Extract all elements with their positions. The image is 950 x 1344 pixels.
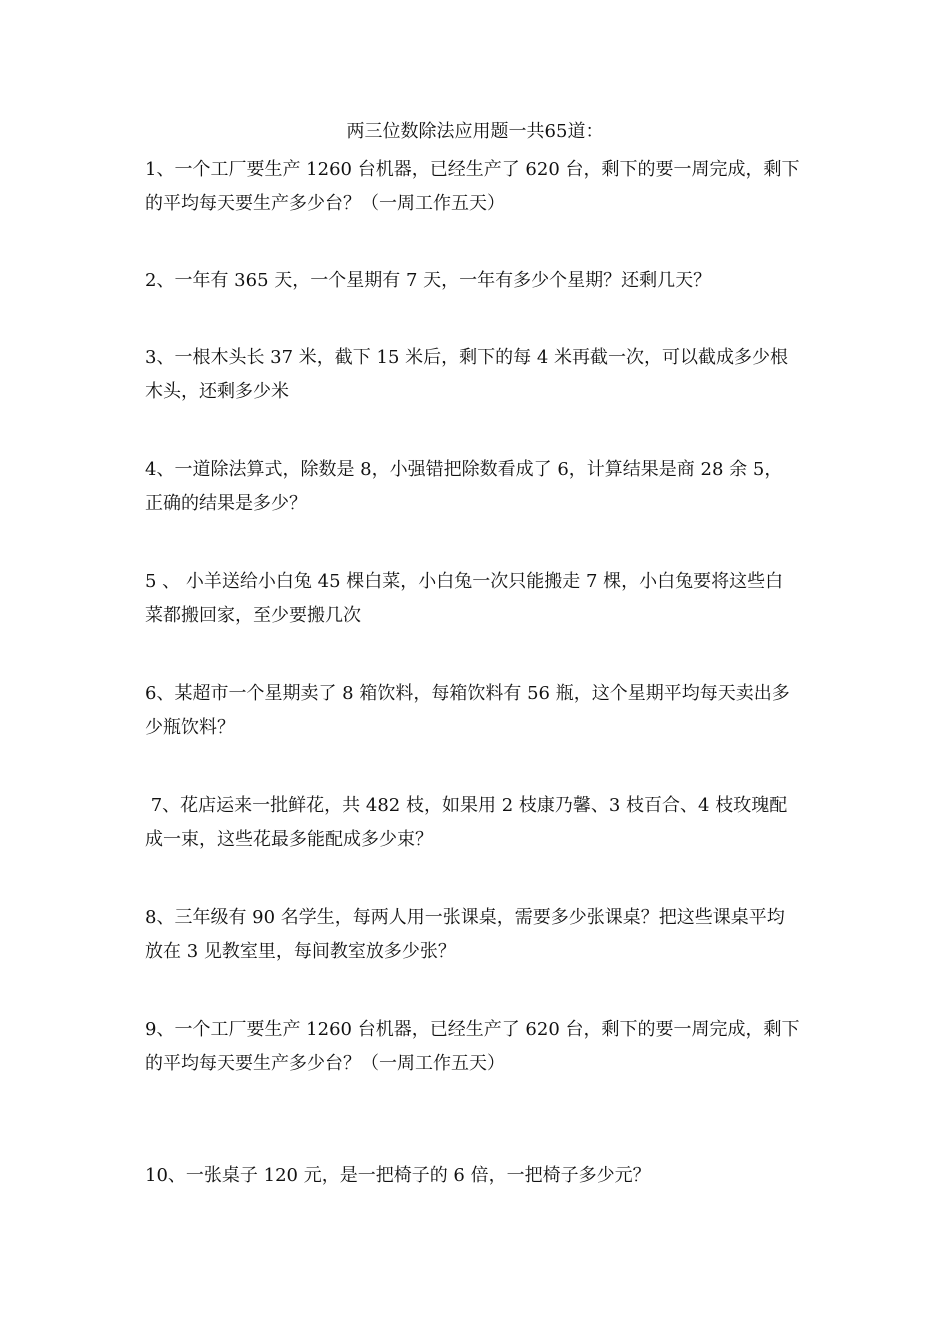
question-line: 少瓶饮料？ — [145, 717, 235, 738]
question-2 — [145, 264, 815, 298]
question-3 — [145, 341, 815, 409]
question-line: 放在 3 见教室里，每间教室放多少张？ — [145, 941, 456, 962]
question-line: 9、一个工厂要生产 1260 台机器，已经生产了 620 台，剩下的要一周完成，剩下 — [145, 1019, 800, 1040]
question-line: 菜都搬回家，至少要搬几次 — [145, 605, 361, 626]
question-line: 5 、 小羊送给小白兔 45 棵白菜，小白兔一次只能搬走 7 棵，小白兔要将这些白 — [145, 571, 784, 592]
question-7 — [145, 789, 815, 857]
question-10 — [145, 1159, 815, 1193]
question-line: 正确的结果是多少？ — [145, 493, 307, 514]
question-line: 3、一根木头长 37 米，截下 15 米后，剩下的每 4 米再截一次，可以截成多少根 — [145, 347, 789, 368]
question-9 — [145, 1013, 815, 1081]
question-line: 2、一年有 365 天，一个星期有 7 天，一年有多少个星期？还剩几天？ — [145, 270, 712, 291]
question-4 — [145, 453, 815, 521]
question-line: 7、花店运来一批鲜花，共 482 枝，如果用 2 枝康乃馨、3 枝百合、4 枝玫瑰配 — [145, 795, 788, 816]
question-line: 木头，还剩多少米 — [145, 381, 289, 402]
document-title: 两三位数除法应用题一共65道： — [346, 121, 604, 142]
question-line: 1、一个工厂要生产 1260 台机器，已经生产了 620 台，剩下的要一周完成，剩下 — [145, 159, 800, 180]
question-line: 4、一道除法算式，除数是 8，小强错把除数看成了 6，计算结果是商 28 余 5， — [145, 459, 783, 480]
question-line: 8、三年级有 90 名学生，每两人用一张课桌，需要多少张课桌？把这些课桌平均 — [145, 907, 785, 928]
question-5 — [145, 565, 815, 633]
question-line: 6、某超市一个星期卖了 8 箱饮料，每箱饮料有 56 瓶，这个星期平均每天卖出多 — [145, 683, 790, 704]
question-line: 的平均每天要生产多少台？（一周工作五天） — [145, 1053, 505, 1074]
question-line: 的平均每天要生产多少台？（一周工作五天） — [145, 193, 505, 214]
question-6 — [145, 677, 815, 745]
question-line: 10、一张桌子 120 元，是一把椅子的 6 倍，一把椅子多少元？ — [145, 1165, 651, 1186]
question-8 — [145, 901, 815, 969]
question-1 — [145, 153, 815, 221]
question-line: 成一束，这些花最多能配成多少束？ — [145, 829, 433, 850]
